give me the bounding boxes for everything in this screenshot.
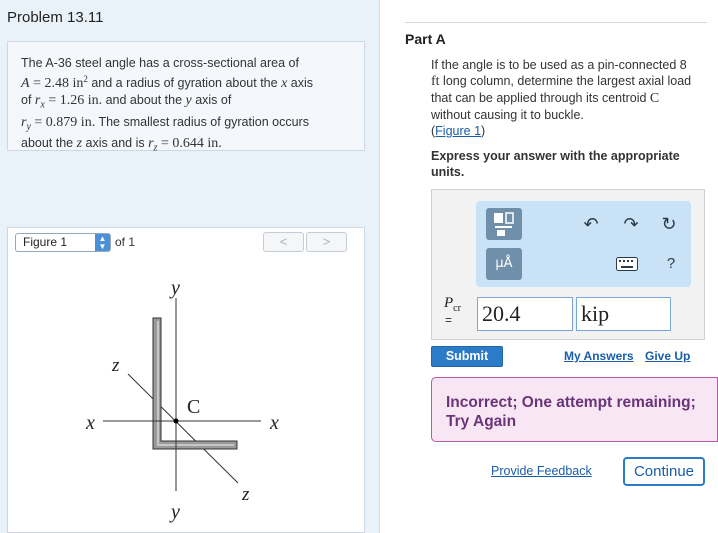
- figure-select-value: Figure 1: [23, 235, 68, 249]
- figure-panel: [7, 227, 365, 533]
- redo-icon[interactable]: ↷: [623, 214, 639, 234]
- keyboard-icon[interactable]: [616, 254, 638, 276]
- units-input[interactable]: kip: [576, 297, 671, 331]
- provide-feedback-link[interactable]: Provide Feedback: [491, 464, 592, 478]
- statement-line-2: A = 2.48 $in^2$ and a radius of gyration about the x axis: [21, 74, 313, 92]
- figure-toolbar: [8, 228, 364, 254]
- value-input[interactable]: 20.4: [477, 297, 573, 331]
- feedback-line-1: Incorrect; One attempt remaining;: [446, 394, 696, 411]
- math-toolbar: [476, 201, 691, 287]
- variable-label: $P_{cr}$: [444, 295, 461, 314]
- templates-button[interactable]: [486, 208, 522, 240]
- statement-line-3: of $r_x = 1.26$ in. and about the y axis of: [21, 93, 232, 111]
- z-label-top: z: [112, 355, 120, 376]
- centroid-label: C: [187, 396, 201, 418]
- z-axis: [128, 374, 238, 483]
- x-label-right: x: [270, 412, 279, 434]
- figure-link[interactable]: Figure 1: [435, 124, 482, 138]
- part-divider: [405, 22, 707, 23]
- next-figure-button[interactable]: >: [306, 232, 347, 252]
- y-label-top: y: [171, 277, 180, 299]
- statement-line-5: about the z axis and is $r_z = 0.644$ in.: [21, 136, 222, 154]
- feedback-line-2: Try Again: [446, 413, 517, 430]
- help-icon[interactable]: ?: [666, 255, 676, 272]
- continue-button[interactable]: Continue: [623, 457, 705, 486]
- angle-section: [153, 318, 237, 449]
- answer-area: [431, 189, 705, 340]
- question-text: If the angle is to be used as a pin-connected 8 ft long column, determine the largest axial load that can be applied through its centroid C without causing it to buckle. (Figure 1): [431, 58, 692, 138]
- statement-line-4: $r_y = 0.879$ in. The smallest radius of gyration occurs: [21, 114, 309, 133]
- select-arrows-icon: ▲ ▼: [95, 234, 110, 251]
- steel-angle-diagram: [8, 254, 364, 532]
- templates-icon: [486, 208, 522, 240]
- problem-statement: [7, 41, 365, 154]
- feedback-message: [431, 377, 718, 442]
- centroid-point: [174, 419, 179, 424]
- statement-line-1: The A-36 steel angle has a cross-sectional area of: [21, 56, 299, 70]
- z-label-bottom: z: [242, 484, 250, 505]
- prev-figure-button[interactable]: <: [263, 232, 304, 252]
- figure-count: of 1: [115, 235, 136, 249]
- y-label-bottom: y: [171, 501, 180, 523]
- reset-icon[interactable]: ↻: [661, 214, 677, 234]
- my-answers-link[interactable]: My Answers: [564, 349, 634, 363]
- units-button[interactable]: μÅ: [486, 248, 522, 280]
- give-up-link[interactable]: Give Up: [645, 349, 691, 363]
- express-instruction: Express your answer with the appropriate units.: [431, 149, 680, 179]
- part-label: Part A: [405, 31, 446, 47]
- submit-button[interactable]: Submit: [431, 346, 503, 367]
- problem-title: Problem 13.11: [7, 9, 104, 26]
- equals-sign: =: [445, 313, 453, 327]
- undo-icon[interactable]: ↶: [583, 214, 599, 234]
- x-label-left: x: [86, 412, 95, 434]
- figure-select[interactable]: [15, 233, 111, 252]
